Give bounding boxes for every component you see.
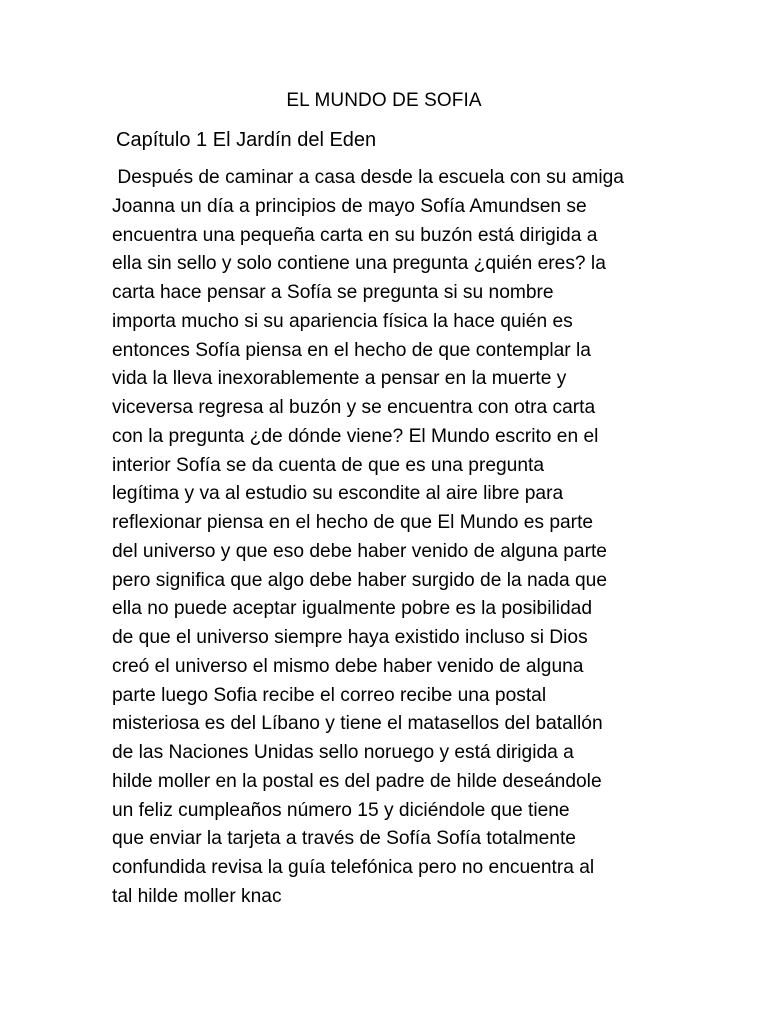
text-line: ella no puede aceptar igualmente pobre es la posibilidad	[112, 598, 593, 620]
text-line: hilde moller en la postal es del padre de hilde deseándole	[112, 770, 602, 792]
text-line: carta hace pensar a Sofía se pregunta si su nombre	[112, 282, 554, 303]
text-line: misteriosa es del Líbano y tiene el matasellos del batallón	[112, 713, 603, 735]
text-line: viceversa regresa al buzón y se encuentra con otra carta	[112, 397, 596, 418]
text-line: reflexionar piensa en el hecho de que El Mundo es parte	[112, 512, 594, 533]
text-line: ella sin sello y solo contiene una pregunta ¿quién eres? la	[112, 253, 606, 275]
text-line: creó el universo el mismo debe haber venido de alguna	[112, 655, 584, 677]
document-title: EL MUNDO DE SOFIA	[286, 90, 482, 111]
text-line: con la pregunta ¿de dónde viene? El Mundo escrito en el	[112, 425, 599, 447]
text-line: entonces Sofía piensa en el hecho de que contemplar la	[112, 339, 591, 361]
chapter-heading: Capítulo 1 El Jardín del Eden	[116, 129, 377, 151]
text-line: importa mucho si su apariencia física la hace quién es	[112, 310, 573, 332]
text-line: Joanna un día a principios de mayo Sofía Amundsen se	[112, 195, 587, 217]
text-line: Después de caminar a casa desde la escuela con su amiga	[112, 167, 624, 188]
text-line: un feliz cumpleaños número 15 y diciéndole que tiene	[112, 799, 570, 821]
text-line: que enviar la tarjeta a través de Sofía Sofía totalmente	[112, 828, 576, 850]
text-line: del universo y que eso debe haber venido de alguna parte	[112, 540, 607, 562]
text-line: parte luego Sofia recibe el correo recibe una postal	[112, 684, 547, 706]
text-line: de que el universo siempre haya existido incluso si Dios	[112, 627, 588, 648]
text-line: interior Sofía se da cuenta de que es una pregunta	[112, 454, 545, 476]
text-line: de las Naciones Unidas sello noruego y está dirigida a	[112, 742, 574, 763]
text-line: pero significa que algo debe haber surgido de la nada que	[112, 569, 607, 591]
text-line: legítima y va al estudio su escondite al aire libre para	[112, 483, 564, 505]
body-paragraph	[112, 164, 672, 912]
text-line: encuentra una pequeña carta en su buzón está dirigida a	[112, 224, 598, 246]
text-line: confundida revisa la guía telefónica pero no encuentra al	[112, 857, 595, 878]
text-line: vida la lleva inexorablemente a pensar en la muerte y	[112, 368, 567, 390]
text-line: tal hilde moller knac	[112, 885, 282, 907]
